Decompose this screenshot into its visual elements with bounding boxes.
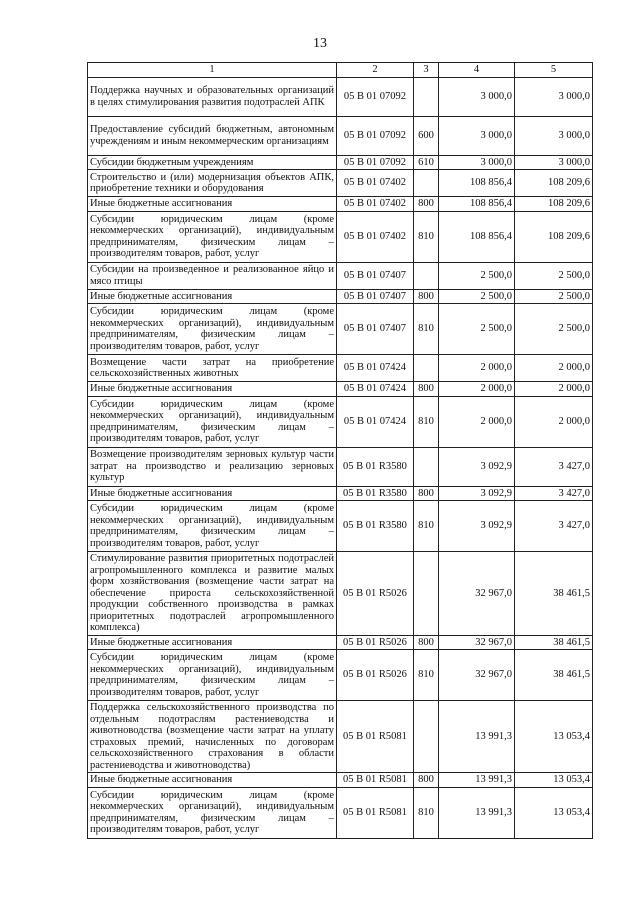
row-name-cell: Субсидии юридическим лицам (кроме некоммерческих организаций), индивидуальным предпринимателям, физическим лицам – производителям товаров, работ, услуг bbox=[88, 501, 337, 552]
row-type-cell bbox=[414, 355, 439, 382]
row-name-cell: Субсидии на произведенное и реализованное яйцо и мясо птицы bbox=[88, 262, 337, 289]
row-value-1-cell: 3 092,9 bbox=[439, 486, 515, 501]
row-type-cell: 810 bbox=[414, 650, 439, 701]
row-name-cell: Субсидии юридическим лицам (кроме некоммерческих организаций), индивидуальным предпринимателям, физическим лицам – производителям товаров, работ, услуг bbox=[88, 211, 337, 262]
row-name-cell: Поддержка сельскохозяйственного производства по отдельным подотраслям растениеводства и животноводства (возмещение части затрат на уплату страховых премий, начисленных по договорам сельскохозяйственного страхования в области растениеводства и животноводства) bbox=[88, 701, 337, 773]
table-row bbox=[88, 262, 593, 289]
row-name-cell: Субсидии юридическим лицам (кроме некоммерческих организаций), индивидуальным предпринимателям, физическим лицам – производителям товаров, работ, услуг bbox=[88, 304, 337, 355]
row-name-cell: Субсидии юридическим лицам (кроме некоммерческих организаций), индивидуальным предпринимателям, физическим лицам – производителям товаров, работ, услуг bbox=[88, 650, 337, 701]
table-row bbox=[88, 304, 593, 355]
row-value-1-cell: 13 991,3 bbox=[439, 787, 515, 838]
table-row bbox=[88, 170, 593, 197]
row-value-2-cell: 13 053,4 bbox=[515, 787, 593, 838]
row-value-2-cell: 3 427,0 bbox=[515, 486, 593, 501]
row-type-cell: 810 bbox=[414, 396, 439, 447]
row-type-cell bbox=[414, 447, 439, 486]
row-value-1-cell: 13 991,3 bbox=[439, 773, 515, 788]
row-code-cell: 05 В 01 07424 bbox=[337, 396, 414, 447]
table-row bbox=[88, 701, 593, 773]
row-type-cell: 800 bbox=[414, 382, 439, 397]
row-value-2-cell: 2 000,0 bbox=[515, 396, 593, 447]
row-value-2-cell: 3 000,0 bbox=[515, 77, 593, 116]
row-type-cell: 800 bbox=[414, 773, 439, 788]
row-value-2-cell: 2 500,0 bbox=[515, 262, 593, 289]
row-value-2-cell: 38 461,5 bbox=[515, 552, 593, 636]
row-code-cell: 05 В 01 R3580 bbox=[337, 501, 414, 552]
row-value-1-cell: 108 856,4 bbox=[439, 197, 515, 212]
row-value-1-cell: 2 000,0 bbox=[439, 396, 515, 447]
row-code-cell: 05 В 01 07424 bbox=[337, 355, 414, 382]
row-value-2-cell: 2 000,0 bbox=[515, 355, 593, 382]
budget-table bbox=[87, 62, 593, 839]
row-name-cell: Субсидии юридическим лицам (кроме некоммерческих организаций), индивидуальным предпринимателям, физическим лицам – производителям товаров, работ, услуг bbox=[88, 787, 337, 838]
row-code-cell: 05 В 01 R5081 bbox=[337, 773, 414, 788]
row-value-1-cell: 108 856,4 bbox=[439, 170, 515, 197]
row-type-cell bbox=[414, 701, 439, 773]
row-name-cell: Иные бюджетные ассигнования bbox=[88, 773, 337, 788]
row-type-cell: 600 bbox=[414, 116, 439, 155]
row-name-cell: Иные бюджетные ассигнования bbox=[88, 197, 337, 212]
table-row bbox=[88, 501, 593, 552]
row-type-cell bbox=[414, 262, 439, 289]
row-type-cell: 810 bbox=[414, 501, 439, 552]
row-value-1-cell: 2 000,0 bbox=[439, 355, 515, 382]
table-row bbox=[88, 211, 593, 262]
row-code-cell: 05 В 01 R3580 bbox=[337, 486, 414, 501]
table-body bbox=[88, 77, 593, 838]
row-type-cell: 800 bbox=[414, 197, 439, 212]
header-col-3: 3 bbox=[414, 63, 439, 78]
row-value-2-cell: 13 053,4 bbox=[515, 773, 593, 788]
row-code-cell: 05 В 01 R5026 bbox=[337, 552, 414, 636]
table-row bbox=[88, 77, 593, 116]
row-type-cell: 810 bbox=[414, 211, 439, 262]
row-type-cell: 810 bbox=[414, 304, 439, 355]
row-name-cell: Иные бюджетные ассигнования bbox=[88, 635, 337, 650]
table-row bbox=[88, 396, 593, 447]
row-value-1-cell: 2 500,0 bbox=[439, 289, 515, 304]
table-row bbox=[88, 773, 593, 788]
row-code-cell: 05 В 01 07407 bbox=[337, 304, 414, 355]
row-value-1-cell: 3 000,0 bbox=[439, 116, 515, 155]
row-code-cell: 05 В 01 R3580 bbox=[337, 447, 414, 486]
row-code-cell: 05 В 01 07092 bbox=[337, 155, 414, 170]
table-row bbox=[88, 787, 593, 838]
row-value-1-cell: 3 092,9 bbox=[439, 501, 515, 552]
row-value-1-cell: 32 967,0 bbox=[439, 635, 515, 650]
row-value-2-cell: 3 000,0 bbox=[515, 116, 593, 155]
row-value-1-cell: 108 856,4 bbox=[439, 211, 515, 262]
table-row bbox=[88, 447, 593, 486]
header-col-2: 2 bbox=[337, 63, 414, 78]
row-value-1-cell: 32 967,0 bbox=[439, 552, 515, 636]
row-name-cell: Иные бюджетные ассигнования bbox=[88, 289, 337, 304]
table-row bbox=[88, 486, 593, 501]
row-type-cell: 800 bbox=[414, 486, 439, 501]
row-value-2-cell: 108 209,6 bbox=[515, 170, 593, 197]
row-type-cell: 800 bbox=[414, 289, 439, 304]
row-name-cell: Предоставление субсидий бюджетным, автономным учреждениям и иным некоммерческим организациям bbox=[88, 116, 337, 155]
row-name-cell: Иные бюджетные ассигнования bbox=[88, 382, 337, 397]
table-row bbox=[88, 355, 593, 382]
table-row bbox=[88, 155, 593, 170]
row-name-cell: Субсидии юридическим лицам (кроме некоммерческих организаций), индивидуальным предпринимателям, физическим лицам – производителям товаров, работ, услуг bbox=[88, 396, 337, 447]
row-code-cell: 05 В 01 07402 bbox=[337, 197, 414, 212]
row-value-1-cell: 32 967,0 bbox=[439, 650, 515, 701]
row-value-2-cell: 13 053,4 bbox=[515, 701, 593, 773]
table-row bbox=[88, 116, 593, 155]
row-value-1-cell: 3 092,9 bbox=[439, 447, 515, 486]
row-code-cell: 05 В 01 R5081 bbox=[337, 701, 414, 773]
row-type-cell bbox=[414, 77, 439, 116]
row-name-cell: Возмещение производителям зерновых культур части затрат на производство и реализацию зерновых культур bbox=[88, 447, 337, 486]
table-row bbox=[88, 382, 593, 397]
row-name-cell: Стимулирование развития приоритетных подотраслей агропромышленного комплекса и развитие малых форм хозяйствования (возмещение части затрат на обеспечение прироста сельскохозяйственной продукции собственного производства в рамках приоритетных подотраслей агропромышленного комплекса) bbox=[88, 552, 337, 636]
table-row bbox=[88, 552, 593, 636]
row-type-cell bbox=[414, 170, 439, 197]
row-code-cell: 05 В 01 07424 bbox=[337, 382, 414, 397]
table-row bbox=[88, 635, 593, 650]
row-value-2-cell: 108 209,6 bbox=[515, 197, 593, 212]
row-type-cell: 810 bbox=[414, 787, 439, 838]
row-value-2-cell: 2 500,0 bbox=[515, 289, 593, 304]
row-code-cell: 05 В 01 07092 bbox=[337, 116, 414, 155]
row-value-1-cell: 3 000,0 bbox=[439, 155, 515, 170]
row-name-cell: Возмещение части затрат на приобретение сельскохозяйственных животных bbox=[88, 355, 337, 382]
row-value-2-cell: 3 000,0 bbox=[515, 155, 593, 170]
row-type-cell: 800 bbox=[414, 635, 439, 650]
table-header-row bbox=[88, 63, 593, 78]
row-value-1-cell: 13 991,3 bbox=[439, 701, 515, 773]
header-col-4: 4 bbox=[439, 63, 515, 78]
row-code-cell: 05 В 01 07092 bbox=[337, 77, 414, 116]
row-value-2-cell: 108 209,6 bbox=[515, 211, 593, 262]
row-code-cell: 05 В 01 R5026 bbox=[337, 635, 414, 650]
row-type-cell bbox=[414, 552, 439, 636]
row-value-2-cell: 3 427,0 bbox=[515, 447, 593, 486]
row-value-1-cell: 2 000,0 bbox=[439, 382, 515, 397]
row-value-1-cell: 2 500,0 bbox=[439, 304, 515, 355]
row-value-2-cell: 38 461,5 bbox=[515, 635, 593, 650]
row-code-cell: 05 В 01 07402 bbox=[337, 211, 414, 262]
table-row bbox=[88, 289, 593, 304]
row-code-cell: 05 В 01 07407 bbox=[337, 262, 414, 289]
row-name-cell: Субсидии бюджетным учреждениям bbox=[88, 155, 337, 170]
row-name-cell: Поддержка научных и образовательных организаций в целях стимулирования развития подотраслей АПК bbox=[88, 77, 337, 116]
row-code-cell: 05 В 01 R5026 bbox=[337, 650, 414, 701]
page-number: 13 bbox=[313, 36, 327, 51]
row-value-2-cell: 2 500,0 bbox=[515, 304, 593, 355]
table-row bbox=[88, 650, 593, 701]
row-value-1-cell: 2 500,0 bbox=[439, 262, 515, 289]
row-type-cell: 610 bbox=[414, 155, 439, 170]
row-value-1-cell: 3 000,0 bbox=[439, 77, 515, 116]
row-code-cell: 05 В 01 R5081 bbox=[337, 787, 414, 838]
table-row bbox=[88, 197, 593, 212]
row-value-2-cell: 38 461,5 bbox=[515, 650, 593, 701]
header-col-1: 1 bbox=[88, 63, 337, 78]
row-code-cell: 05 В 01 07402 bbox=[337, 170, 414, 197]
row-value-2-cell: 2 000,0 bbox=[515, 382, 593, 397]
row-value-2-cell: 3 427,0 bbox=[515, 501, 593, 552]
row-code-cell: 05 В 01 07407 bbox=[337, 289, 414, 304]
row-name-cell: Строительство и (или) модернизация объектов АПК, приобретение техники и оборудования bbox=[88, 170, 337, 197]
header-col-5: 5 bbox=[515, 63, 593, 78]
row-name-cell: Иные бюджетные ассигнования bbox=[88, 486, 337, 501]
